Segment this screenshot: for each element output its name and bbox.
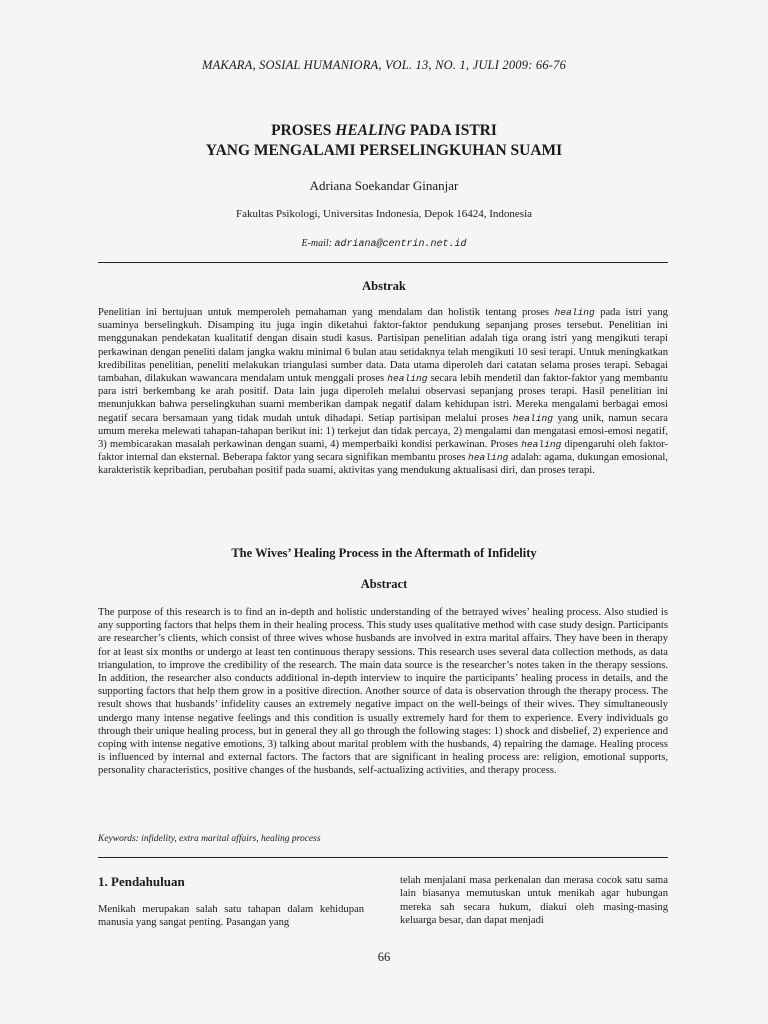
abstrak-heading: Abstrak [362,279,406,293]
author-email: E-mail: adriana@centrin.net.id [301,238,467,250]
keywords: Keywords: infidelity, extra marital affairs, healing process [98,834,321,844]
author-name: Adriana Soekandar Ginanjar [309,178,459,193]
intro-paragraph-left: Menikah merupakan salah satu tahapan dalam kehidupan manusia yang sangat penting. Pasangan yang [98,904,364,929]
email-address-link[interactable]: adriana@centrin.net.id [334,239,467,250]
top-divider [98,262,668,263]
title-line-2: YANG MENGALAMI PERSELINGKUHAN SUAMI [205,142,563,159]
section-heading-introduction: 1. Pendahuluan [98,874,185,889]
bottom-divider [98,857,668,858]
term-healing: healing [387,373,428,385]
term-healing: healing [468,452,509,464]
journal-running-header: MAKARA, SOSIAL HUMANIORA, VOL. 13, NO. 1, JULI 2009: 66-76 [201,58,567,72]
term-healing: healing [521,439,562,451]
abstract-heading: Abstract [360,577,408,591]
english-title: The Wives’ Healing Process in the Aftermath of Infidelity [231,546,537,560]
title-line-1: PROSES HEALING PADA ISTRI [271,122,497,139]
author-affiliation: Fakultas Psikologi, Universitas Indonesia, Depok 16424, Indonesia [235,208,533,220]
paper-title [0,121,768,161]
left-column [98,903,364,930]
term-healing: healing [554,307,595,318]
page-number: 66 [377,950,391,964]
abstract-body: The purpose of this research is to find an in-depth and holistic understanding of the betrayed wives’ healing process. Also studied is any supporting factors that helps them in their healing process. This study uses qualitative method with case study design. Participants are researcher’s clients, which consist of three wives whose husbands are involved in extra marital affairs. They have been in therapy for at least six months or undergo at least ten continuous therapy sessions. This research uses several data collection methods, as data triangulation, to improve the credibility of the research. The main data source is the researcher’s notes taken in the therapy sessions. In addition, the researcher also conducts additional in-depth interview to inquire the participants’ healing process in details, and the supporting factors that help them grow in a positive direction. Another source of data is observation through the therapy process. The result shows that husbands’ infidelity causes an extremely negative impact on the well-beings of their wives. They simultaneously undergo many intense negative feelings and this condition is usually extremely hard for them to experience. Every individuals go through their unique healing process, but in general they all go through the following stages: 1) shock and disbelief, 2) experience and coping with intense negative emotions, 3) talking about marital problem with the husbands, 4) repairing the damage. Healing process is influenced by internal and external factors. The factors that are significant in healing process are: religion, emotional supports, personality characteristics, positive changes of the husbands, self-actualizing activities, and therapy process. [98,607,668,777]
term-healing: healing [512,412,554,424]
abstrak-body: Penelitian ini bertujuan untuk memperoleh pemahaman yang mendalam dan holistik tentang proses healing pada istri yang suaminya berselingkuh. Disamping itu juga ingin diketahui faktor-faktor pendukung sepanjang proses tersebut. Penelitian ini menggunakan pendekatan kualitatif dengan disain studi kasus. Partisipan penelitian adalah tiga orang istri yang mengikuti terapi perkawinan dengan peneliti dalam jangka waktu minimal 6 bulan atau setidaknya telah mengikuti 10 sesi terapi. Untuk meningkatkan kredibilitas penelitian, peneliti melakukan triangulasi sumber data. Data utama diperoleh dari catatan selama proses terapi. Sebagai tambahan, dilakukan wawancara mendalam untuk menggali proses healing secara lebih mendetil dan faktor-faktor yang membantu para istri berkembang ke arah positif. Data lain juga diperoleh melalui observasi sepanjang proses terapi. Hasil penelitian ini menunjukkan bahwa perselingkuhan suami memberikan dampak negatif dalam kehidupan istri. Mereka mengalami berbagai emosi negatif secara bersamaan yang tidak mudah untuk dihadapi. Setiap partisipan melalui proses healing yang unik, namun secara umum mereka melewati tahapan-tahapan berikut ini: 1) terkejut dan tidak percaya, 2) mengalami dan mengatasi emosi-emosi negatif, 3) membicarakan masalah perkawinan dengan suami, 4) memperbaiki kondisi perkawinan. Proses healing dipengaruhi oleh faktor-faktor internal dan eksternal. Beberapa faktor yang secara signifikan membantu proses healing adalah: agama, dukungan emosional, karakteristik kepribadian, perubahan positif pada suami, aktivitas yang mendukung aktualisasi diri, dan proses terapi. [98,307,668,477]
intro-paragraph-right: telah menjalani masa perkenalan dan merasa cocok satu sama lain biasanya memutuskan untuk menikah agar hubungan mereka sah secara hukum, diakui oleh masing-masing keluarga besar, dan dapat menjadi [400,875,668,927]
right-column [400,874,668,928]
